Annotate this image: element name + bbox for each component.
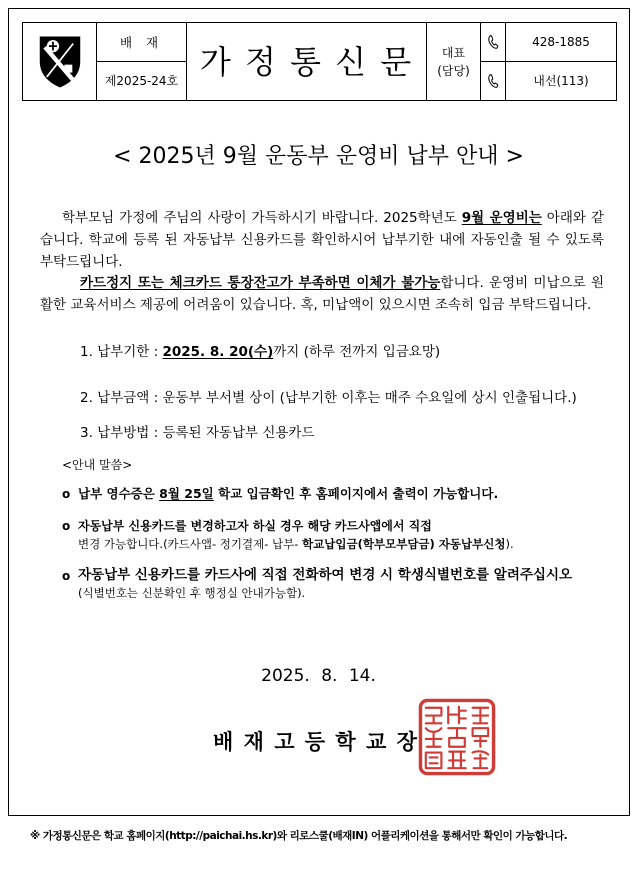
document-frame — [8, 8, 630, 816]
intro-text: 학부모님 가정에 주님의 사랑이 가득하시기 바랍니다. 2025학년도 — [62, 210, 462, 226]
notice-line — [78, 535, 514, 553]
payment-item-method — [80, 422, 315, 444]
phone-icon — [487, 73, 499, 89]
payment-item-label: 2. 납부금액 : — [80, 390, 163, 406]
school-name: 배 재 — [97, 23, 187, 62]
notice-line: (식별번호는 신분확인 후 행정실 안내가능함). — [78, 586, 306, 600]
contact-cell — [427, 23, 481, 101]
notice-line: 자동납부 신용카드를 카드사에 직접 전화하여 변경 시 학생식별번호를 알려주십시오 — [78, 567, 573, 583]
notice-text: 납부 영수증은 — [78, 486, 160, 501]
intro-text: 아래와 같습니다. 학교에 등록 된 자동납부 신용카드를 확인하시어 납부기한 내에 자동인출 될 수 있도록 부탁드립니다. — [40, 210, 604, 270]
payment-item-value: 등록된 자동납부 신용카드 — [162, 425, 315, 441]
payment-item-deadline — [80, 341, 440, 363]
phone-icon-cell — [481, 62, 506, 101]
phone-main-number: 428-1885 — [506, 23, 617, 62]
school-emblem-icon — [38, 34, 82, 90]
bullet-marker: o — [62, 569, 71, 583]
phone-icon — [487, 34, 499, 50]
page-title: < 2025년 9월 운동부 운영비 납부 안내 > — [113, 144, 524, 169]
official-seal-icon — [418, 698, 496, 776]
payment-deadline-date: 2025. 8. 20(수) — [162, 344, 274, 360]
notice-item-change-card — [62, 517, 514, 553]
notice-line — [78, 485, 498, 503]
letter-header — [22, 22, 617, 101]
issue-date: 2025. 8. 14. — [261, 666, 376, 686]
notice-item-phone-change — [62, 567, 572, 602]
issue-number: 제2025-24호 — [97, 62, 187, 101]
receipt-date: 8월 25일 — [159, 486, 214, 501]
notice-item-receipt — [62, 485, 498, 503]
intro-paragraph-2 — [40, 272, 604, 316]
document-type-title: 가 정 통 신 문 — [187, 23, 427, 101]
bullet-marker: o — [62, 487, 71, 501]
notice-line: 자동납부 신용카드를 변경하고자 하실 경우 해당 카드사앱에서 직접 — [78, 519, 432, 533]
contact-sublabel: (담당) — [437, 63, 470, 78]
intro-text: 합니다. 운영비 미납으로 원활한 교육서비스 제공에 어려움이 있습니다. 혹, 미납액이 있으시면 조속히 입금 부탁드립니다. — [40, 275, 604, 313]
notice-item-text — [78, 567, 572, 602]
payment-item-value: 까지 (하루 전까지 입금요망) — [273, 344, 441, 360]
phone-icon-cell — [481, 23, 506, 62]
notice-emphasis: 학교납입금(학부모부담금) 자동납부신청 — [302, 537, 506, 551]
issuer-signature: 배 재 고 등 학 교 장 — [213, 730, 419, 754]
payment-item-label: 1. 납부기한 : — [80, 344, 163, 360]
notice-text: ). — [505, 537, 514, 551]
payment-item-amount — [80, 387, 577, 409]
notice-item-text — [78, 517, 514, 553]
header-row-top — [23, 23, 617, 62]
payment-item-value: 운동부 부서별 상이 (납부기한 이후는 매주 수요일에 상시 인출됩니다.) — [162, 390, 577, 406]
intro-paragraph-1 — [40, 207, 604, 273]
intro-emphasis: 9월 운영비는 — [461, 210, 542, 226]
contact-label: 대표 — [441, 45, 466, 60]
intro-warning: 카드정지 또는 체크카드 통장잔고가 부족하면 이체가 불가능 — [80, 275, 441, 291]
notice-heading: <안내 말씀> — [62, 458, 133, 472]
logo-cell — [23, 23, 97, 101]
notice-text: 학교 입금확인 후 홈페이지에서 출력이 가능합니다. — [213, 486, 499, 501]
bullet-marker: o — [62, 519, 71, 533]
phone-extension: 내선(113) — [506, 62, 617, 101]
payment-item-label: 3. 납부방법 : — [80, 425, 163, 441]
notice-text: 변경 가능합니다.(카드사앱- 정기결제- 납부- — [78, 537, 303, 551]
notice-item-text — [78, 485, 498, 503]
footer-note: ※ 가정통신문은 학교 홈페이지(http://paichai.hs.kr)와 리로스쿨(배재IN) 어플리케이션을 통해서만 확인이 가능합니다. — [30, 830, 568, 842]
